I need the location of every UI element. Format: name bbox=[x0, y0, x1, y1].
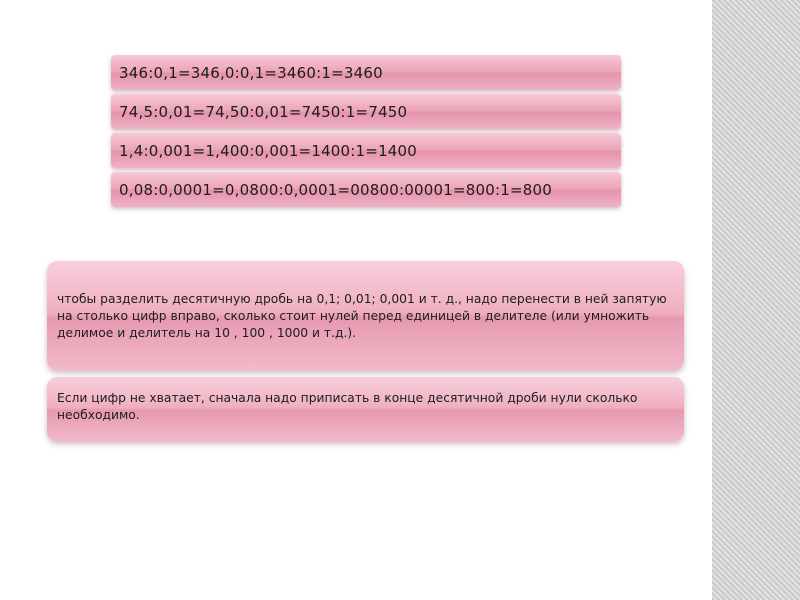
note-panel bbox=[47, 377, 684, 441]
equation-bar-4: 0,08:0,0001=0,0800:0,0001=00800:00001=800:1=800 bbox=[111, 172, 621, 207]
equation-bar-2: 74,5:0,01=74,50:0,01=7450:1=7450 bbox=[111, 94, 621, 129]
decorative-side-strip bbox=[712, 0, 800, 600]
note-text: Если цифр не хватает, сначала надо приписать в конце десятичной дроби нули сколько необходимо. bbox=[57, 391, 638, 422]
equation-bar-1: 346:0,1=346,0:0,1=3460:1=3460 bbox=[111, 55, 621, 90]
rule-panel bbox=[47, 261, 684, 370]
equation-bar-3: 1,4:0,001=1,400:0,001=1400:1=1400 bbox=[111, 133, 621, 168]
rule-text: чтобы разделить десятичную дробь на 0,1; 0,01; 0,001 и т. д., надо перенести в ней запятую на столько цифр вправо, сколько стоит нулей перед единицей в делителе (или умножить делимое и делитель на 10 , 100 , 1000 и т.д.). bbox=[57, 292, 667, 340]
